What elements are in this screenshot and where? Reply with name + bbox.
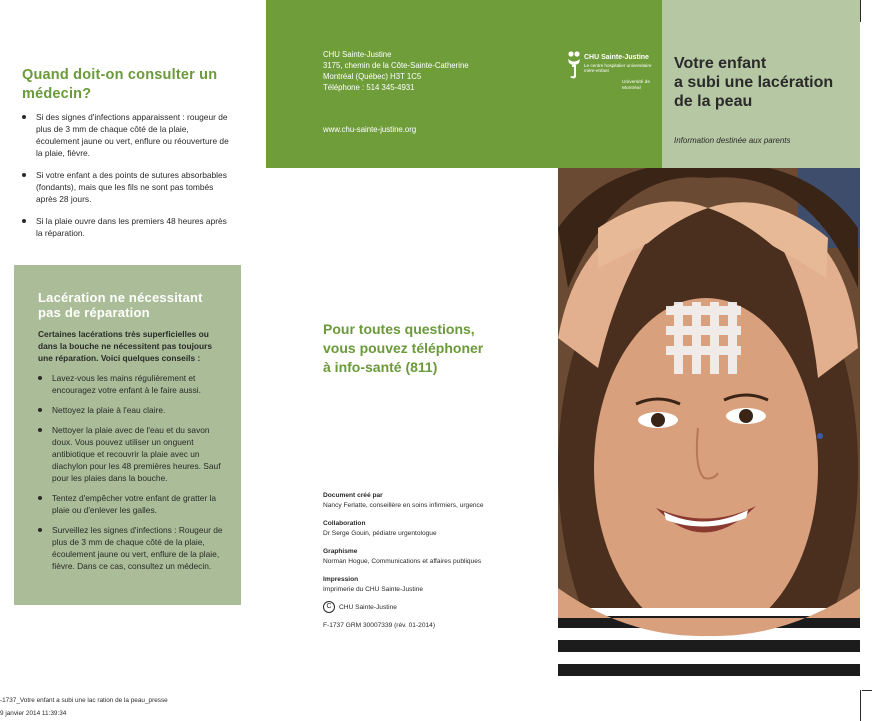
child-photo: [558, 168, 860, 690]
list-item: Tentez d'empêcher votre enfant de gratter la plaie ou d'enlever les galles.: [38, 492, 228, 516]
address-line: 3175, chemin de la Côte-Sainte-Catherine: [323, 61, 469, 70]
list-item: Nettoyez la plaie à l'eau claire.: [38, 404, 228, 416]
brochure-title: [674, 54, 854, 111]
title-line: a subi une lacération: [674, 74, 834, 91]
questions-callout: [323, 320, 533, 377]
callout-line: vous pouvez téléphoner: [323, 340, 484, 356]
brochure-subtitle: Information destinée aux parents: [674, 136, 791, 145]
box-heading: Lacération ne nécessitant pas de réparation: [38, 290, 203, 320]
print-date: 9 janvier 2014 11:39:34: [0, 710, 67, 717]
copyright-icon: C: [323, 601, 335, 613]
callout-line: à info-santé (811): [323, 359, 438, 375]
advice-list: [38, 372, 228, 580]
credit-collaboration: Collaboration Dr Serge Gouin, pédiatre urgentologue: [323, 520, 437, 537]
list-item: Lavez-vous les mains régulièrement et encouragez votre enfant à le faire aussi.: [38, 372, 228, 396]
logo-name: CHU Sainte-Justine: [584, 54, 649, 61]
address-line: Montréal (Québec) H3T 1C5: [323, 72, 422, 81]
list-item: Si la plaie ouvre dans les premiers 48 heures après la réparation.: [22, 215, 230, 239]
title-line: de la peau: [674, 93, 753, 110]
chu-logo: [566, 50, 658, 96]
copyright-line: [323, 601, 397, 613]
list-item: Si votre enfant a des points de sutures absorbables (fondants), mais que les fils ne sont pas tombés après 28 jours.: [22, 169, 230, 205]
address-block: [323, 49, 523, 93]
title-line: Votre enfant: [674, 55, 767, 72]
list-item: Si des signes d'infections apparaissent : rougeur de plus de 3 mm de chaque côté de la plaie, écoulement jaune ou vert, enflure ou réouverture de la plaie, fièvre.: [22, 111, 230, 159]
org-name: CHU Sainte-Justine: [323, 50, 392, 59]
logo-tagline: Le centre hospitalier universitaire mère-enfant: [584, 63, 652, 73]
box-intro: Certaines lacérations très superficielles ou dans la bouche ne nécessitent pas toujours une réparation. Voici quelques conseils :: [38, 329, 213, 363]
credit-design: Graphisme Norman Hogue, Communications et affaires publiques: [323, 548, 482, 565]
callout-line: Pour toutes questions,: [323, 321, 475, 337]
left-heading: Quand doit-on consulter un médecin?: [22, 67, 218, 102]
consult-list: [22, 111, 230, 249]
udm-logo: Université de Montréal: [622, 80, 650, 91]
website-link[interactable]: www.chu-sainte-justine.org: [323, 125, 417, 134]
document-code: F-1737 GRM 30007339 (rév. 01-2014): [323, 622, 436, 629]
photo-illustration: [558, 168, 860, 690]
copyright-owner: CHU Sainte-Justine: [339, 603, 397, 611]
crop-mark: [860, 0, 861, 22]
list-item: Nettoyer la plaie avec de l'eau et du savon doux. Vous pouvez utiliser un onguent antibiotique et recouvrir la plaie avec un diachylon pour les 48 premières heures. Sauf pour les plaies dans la bouche.: [38, 424, 228, 484]
crop-mark: [860, 690, 861, 721]
logo-icon: [566, 50, 582, 80]
file-name: -1737_Votre enfant a subi une lac ration de la peau_presse: [0, 697, 168, 704]
credit-author: Document créé par Nancy Ferlatte, conseillère en soins infirmiers, urgence: [323, 492, 484, 509]
crop-mark: [862, 690, 872, 691]
credit-print: Impression Imprimerie du CHU Sainte-Justine: [323, 576, 424, 593]
list-item: Surveillez les signes d'infections : Rougeur de plus de 3 mm de chaque côté de la plaie, écoulement jaune ou vert, enflure de la plaie, fièvre. Dans ce cas, consultez un médecin.: [38, 524, 228, 572]
phone: Téléphone : 514 345-4931: [323, 83, 415, 92]
